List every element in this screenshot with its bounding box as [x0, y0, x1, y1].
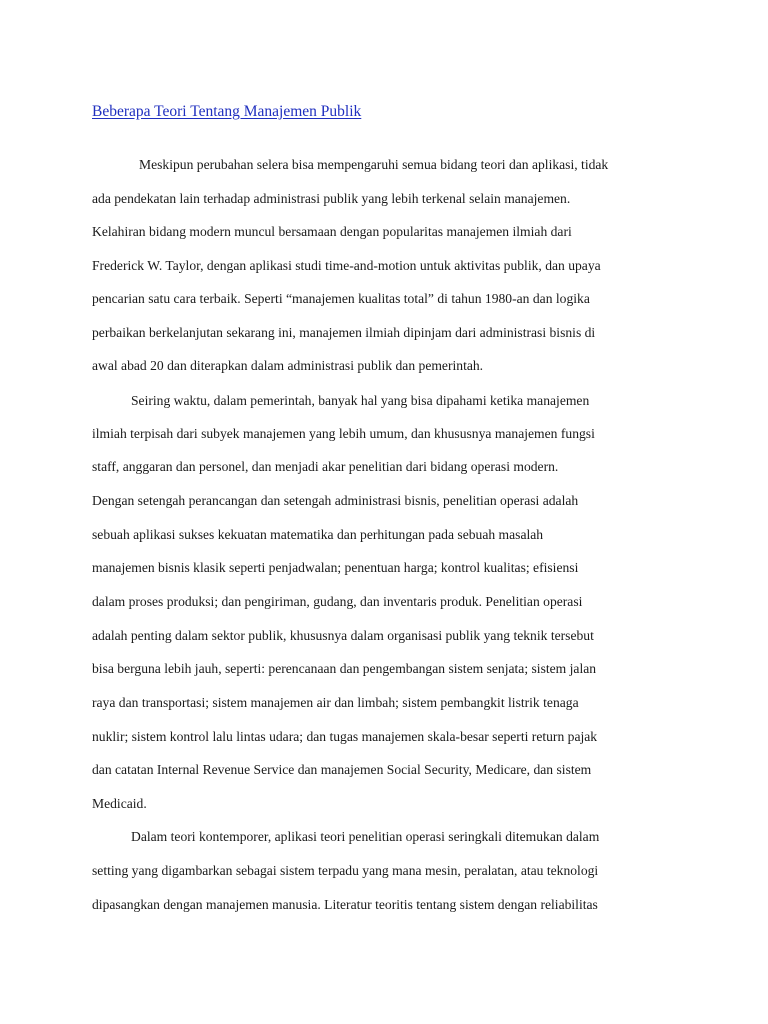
paragraph-line: ada pendekatan lain terhadap administrasi publik yang lebih terkenal selain manajemen. [92, 191, 571, 206]
paragraph-line: raya dan transportasi; sistem manajemen air dan limbah; sistem pembangkit listrik tenaga [92, 695, 579, 710]
paragraph-line: Medicaid. [92, 796, 147, 811]
paragraph-line: perbaikan berkelanjutan sekarang ini, manajemen ilmiah dipinjam dari administrasi bisnis di [92, 325, 596, 340]
paragraph-line: dalam proses produksi; dan pengiriman, gudang, dan inventaris produk. Penelitian operasi [92, 594, 583, 609]
paragraph-line: setting yang digambarkan sebagai sistem terpadu yang mana mesin, peralatan, atau teknologi [92, 863, 599, 878]
paragraph-line: nuklir; sistem kontrol lalu lintas udara; dan tugas manajemen skala-besar seperti return pajak [92, 729, 598, 744]
paragraph-line: pencarian satu cara terbaik. Seperti “manajemen kualitas total” di tahun 1980-an dan logika [92, 291, 590, 306]
paragraph-line: bisa berguna lebih jauh, seperti: perencanaan dan pengembangan sistem senjata; sistem jalan [92, 661, 597, 676]
paragraph-line: awal abad 20 dan diterapkan dalam administrasi publik dan pemerintah. [92, 358, 484, 373]
document-title: Beberapa Teori Tentang Manajemen Publik [92, 103, 362, 120]
paragraph-line: staff, anggaran dan personel, dan menjadi akar penelitian dari bidang operasi modern. [92, 459, 559, 474]
paragraph-line: adalah penting dalam sektor publik, khususnya dalam organisasi publik yang teknik tersebut [92, 628, 594, 643]
paragraph-line: dan catatan Internal Revenue Service dan manajemen Social Security, Medicare, dan sistem [92, 762, 592, 777]
paragraph-line: Meskipun perubahan selera bisa mempengaruhi semua bidang teori dan aplikasi, tidak [139, 157, 609, 172]
paragraph-line: dipasangkan dengan manajemen manusia. Literatur teoritis tentang sistem dengan reliabilitas [92, 897, 598, 912]
paragraph-line: Dalam teori kontemporer, aplikasi teori penelitian operasi seringkali ditemukan dalam [131, 829, 600, 844]
paragraph-line: Seiring waktu, dalam pemerintah, banyak hal yang bisa dipahami ketika manajemen [131, 393, 590, 408]
paragraph-line: ilmiah terpisah dari subyek manajemen yang lebih umum, dan khususnya manajemen fungsi [92, 426, 595, 441]
paragraph-line: Kelahiran bidang modern muncul bersamaan dengan popularitas manajemen ilmiah dari [92, 224, 572, 239]
paragraph-line: manajemen bisnis klasik seperti penjadwalan; penentuan harga; kontrol kualitas; efisiensi [92, 560, 579, 575]
paragraph-line: sebuah aplikasi sukses kekuatan matematika dan perhitungan pada sebuah masalah [92, 527, 544, 542]
paragraph-line: Frederick W. Taylor, dengan aplikasi studi time-and-motion untuk aktivitas publik, dan upaya [92, 258, 601, 273]
paragraph-line: Dengan setengah perancangan dan setengah administrasi bisnis, penelitian operasi adalah [92, 493, 579, 508]
